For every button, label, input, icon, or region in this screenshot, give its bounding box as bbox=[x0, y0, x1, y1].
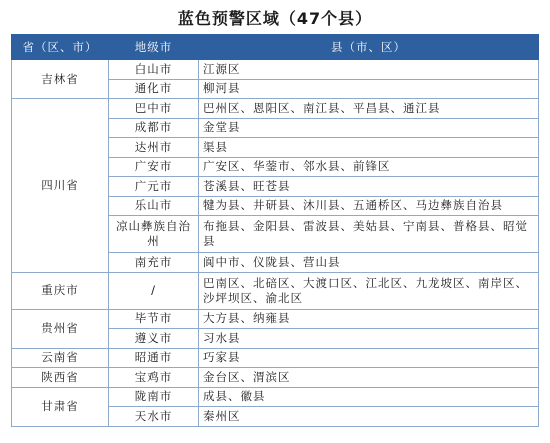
city-cell: 南充市 bbox=[109, 253, 199, 273]
county-cell: 江源区 bbox=[199, 60, 539, 80]
page-title: 蓝色预警区域（47个县） bbox=[177, 9, 373, 28]
table-row bbox=[12, 309, 539, 329]
table-row bbox=[12, 99, 539, 119]
table-row bbox=[12, 387, 539, 407]
city-cell: 毕节市 bbox=[109, 309, 199, 329]
table-row bbox=[12, 368, 539, 388]
county-cell: 苍溪县、旺苍县 bbox=[199, 177, 539, 197]
county-cell: 金堂县 bbox=[199, 118, 539, 138]
county-cell: 广安区、华蓥市、邻水县、前锋区 bbox=[199, 157, 539, 177]
county-cell: 阆中市、仪陇县、营山县 bbox=[199, 253, 539, 273]
city-cell: 通化市 bbox=[109, 79, 199, 99]
province-cell: 甘肃省 bbox=[12, 387, 109, 426]
header-city: 地级市 bbox=[109, 35, 199, 60]
header-province: 省（区、市） bbox=[12, 35, 109, 60]
city-cell: / bbox=[109, 272, 199, 309]
city-cell: 陇南市 bbox=[109, 387, 199, 407]
city-cell: 达州市 bbox=[109, 138, 199, 158]
city-cell: 宝鸡市 bbox=[109, 368, 199, 388]
city-cell: 成都市 bbox=[109, 118, 199, 138]
table-row bbox=[12, 60, 539, 80]
province-cell: 重庆市 bbox=[12, 272, 109, 309]
city-cell: 广安市 bbox=[109, 157, 199, 177]
county-cell: 巧家县 bbox=[199, 348, 539, 368]
county-cell: 渠县 bbox=[199, 138, 539, 158]
table-header bbox=[12, 35, 539, 60]
county-cell: 柳河县 bbox=[199, 79, 539, 99]
county-cell: 巴州区、恩阳区、南江县、平昌县、通江县 bbox=[199, 99, 539, 119]
table-row bbox=[12, 272, 539, 309]
header-county: 县（市、区） bbox=[199, 35, 539, 60]
city-cell: 天水市 bbox=[109, 407, 199, 427]
warning-table bbox=[11, 34, 539, 427]
county-cell: 巴南区、北碚区、大渡口区、江北区、九龙坡区、南岸区、沙坪坝区、渝北区 bbox=[199, 272, 539, 309]
province-cell: 吉林省 bbox=[12, 60, 109, 99]
table-row bbox=[12, 348, 539, 368]
province-cell: 四川省 bbox=[12, 99, 109, 273]
county-cell: 犍为县、井研县、沐川县、五通桥区、马边彝族自治县 bbox=[199, 196, 539, 216]
county-cell: 大方县、纳雍县 bbox=[199, 309, 539, 329]
county-cell: 金台区、渭滨区 bbox=[199, 368, 539, 388]
county-cell: 秦州区 bbox=[199, 407, 539, 427]
city-cell: 白山市 bbox=[109, 60, 199, 80]
county-cell: 成县、徽县 bbox=[199, 387, 539, 407]
province-cell: 云南省 bbox=[12, 348, 109, 368]
city-cell: 乐山市 bbox=[109, 196, 199, 216]
city-cell: 巴中市 bbox=[109, 99, 199, 119]
province-cell: 陕西省 bbox=[12, 368, 109, 388]
city-cell: 凉山彝族自治州 bbox=[109, 216, 199, 253]
city-cell: 昭通市 bbox=[109, 348, 199, 368]
city-cell: 遵义市 bbox=[109, 329, 199, 349]
county-cell: 习水县 bbox=[199, 329, 539, 349]
city-cell: 广元市 bbox=[109, 177, 199, 197]
county-cell: 布拖县、金阳县、雷波县、美姑县、宁南县、普格县、昭觉县 bbox=[199, 216, 539, 253]
province-cell: 贵州省 bbox=[12, 309, 109, 348]
